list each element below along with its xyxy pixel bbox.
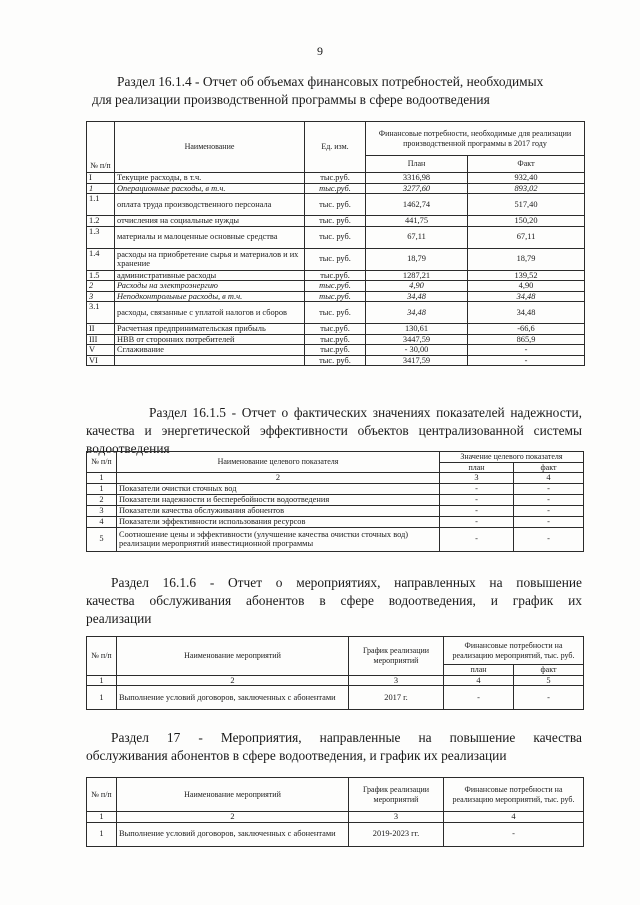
- table-row: [87, 270, 585, 281]
- index-cell: 1: [87, 812, 117, 823]
- heading-line: для реализации производственной программы в сфере водоотведения: [92, 92, 490, 107]
- col-header-plan: план: [444, 665, 514, 676]
- row-num: 2: [87, 494, 117, 505]
- row-name: Операционные расходы, в т.ч.: [115, 183, 305, 194]
- row-plan: 3316,98: [366, 173, 468, 184]
- row-plan: 34,48: [366, 291, 468, 302]
- row-needs: -: [444, 822, 584, 846]
- row-num: 1: [87, 686, 117, 710]
- index-cell: 2: [117, 812, 349, 823]
- col-header-unit: Ед. изм.: [305, 122, 366, 173]
- table-row: [87, 483, 584, 494]
- row-name: отчисления на социальные нужды: [115, 216, 305, 227]
- row-name: оплата труда производственного персонала: [115, 194, 305, 216]
- row-name: расходы, связанные с уплатой налогов и сборов: [115, 302, 305, 324]
- index-cell: 2: [117, 675, 349, 686]
- heading-line: обслуживания абонентов в сфере водоотведения, и график их реализации: [86, 748, 507, 763]
- row-name: Показатели эффективности использования ресурсов: [117, 516, 440, 527]
- row-num: V: [87, 345, 115, 356]
- table-row: [87, 248, 585, 270]
- row-fact: 18,79: [468, 248, 585, 270]
- row-plan: 1287,21: [366, 270, 468, 281]
- row-unit: тыс. руб.: [305, 216, 366, 227]
- indicators-table: [86, 451, 584, 552]
- row-num: 1.5: [87, 270, 115, 281]
- table-row: [87, 173, 585, 184]
- row-plan: -: [440, 494, 514, 505]
- col-header-name: Наименование: [115, 122, 305, 173]
- row-name: Сглаживание: [115, 345, 305, 356]
- row-plan: 441,75: [366, 216, 468, 227]
- row-fact: -: [514, 527, 584, 551]
- row-name: Показатели надежности и бесперебойности водоотведения: [117, 494, 440, 505]
- table-row: [87, 291, 585, 302]
- financial-needs-table: [86, 121, 585, 366]
- row-name: Расходы на электроэнергию: [115, 281, 305, 292]
- row-plan: 3277,60: [366, 183, 468, 194]
- table-row: [87, 324, 585, 335]
- table-row: [87, 345, 585, 356]
- row-fact: 139,52: [468, 270, 585, 281]
- row-num: VI: [87, 355, 115, 366]
- row-plan: 34,48: [366, 302, 468, 324]
- col-header-needs: Финансовые потребности, необходимые для реализации производственной программы в 2017 году: [366, 122, 585, 156]
- row-num: 4: [87, 516, 117, 527]
- row-unit: тыс.руб.: [305, 291, 366, 302]
- row-plan: 3447,59: [366, 334, 468, 345]
- row-num: 1: [87, 183, 115, 194]
- row-num: 1: [87, 483, 117, 494]
- row-fact: -: [514, 505, 584, 516]
- row-fact: 893,02: [468, 183, 585, 194]
- index-cell: 5: [514, 675, 584, 686]
- row-num: 2: [87, 281, 115, 292]
- row-name: Расчетная предпринимательская прибыль: [115, 324, 305, 335]
- row-num: 1.1: [87, 194, 115, 216]
- row-name: Показатели очистки сточных вод: [117, 483, 440, 494]
- table-row: [87, 216, 585, 227]
- row-plan: - 30,00: [366, 345, 468, 356]
- row-plan: 18,79: [366, 248, 468, 270]
- heading-line: качества и энергетической эффективности объектов централизованной системы: [86, 423, 582, 438]
- row-unit: тыс. руб.: [305, 355, 366, 366]
- row-name: НВВ от сторонних потребителей: [115, 334, 305, 345]
- row-plan: -: [440, 505, 514, 516]
- col-header-fact: Факт: [468, 156, 585, 173]
- table-row: [87, 334, 585, 345]
- heading-line: Раздел 17 - Мероприятия, направленные на повышение качества: [111, 730, 582, 745]
- row-plan: 67,11: [366, 226, 468, 248]
- row-plan: 4,90: [366, 281, 468, 292]
- row-unit: тыс.руб.: [305, 270, 366, 281]
- row-plan: -: [440, 483, 514, 494]
- col-header-num: № п/п: [87, 452, 117, 473]
- row-unit: тыс. руб.: [305, 226, 366, 248]
- section-16-1-6-heading: [86, 574, 582, 628]
- table-row: [87, 686, 584, 710]
- activities-plan-table: [86, 777, 584, 847]
- row-fact: -: [514, 686, 584, 710]
- index-cell: 3: [440, 473, 514, 484]
- index-cell: 4: [444, 812, 584, 823]
- row-name: Показатели качества обслуживания абонентов: [117, 505, 440, 516]
- col-header-fact: факт: [514, 665, 584, 676]
- table-row: [87, 505, 584, 516]
- row-unit: тыс.руб.: [305, 183, 366, 194]
- row-plan: -: [440, 527, 514, 551]
- row-fact: 865,9: [468, 334, 585, 345]
- row-schedule: 2017 г.: [349, 686, 444, 710]
- heading-line: качества обслуживания абонентов в сфере водоотведения, и график их: [86, 593, 582, 608]
- activities-report-table: [86, 636, 584, 710]
- row-fact: -: [514, 483, 584, 494]
- col-header-value: Значение целевого показателя: [440, 452, 584, 463]
- col-header-num: № п/п: [87, 778, 117, 812]
- row-plan: -: [440, 516, 514, 527]
- row-num: 3: [87, 291, 115, 302]
- row-unit: тыс.руб.: [305, 281, 366, 292]
- heading-line: Раздел 16.1.5 - Отчет о фактических значениях показателей надежности,: [149, 405, 582, 420]
- table-row: [87, 194, 585, 216]
- row-name: Неподконтрольные расходы, в т.ч.: [115, 291, 305, 302]
- col-header-schedule: График реализации мероприятий: [349, 637, 444, 676]
- row-unit: тыс. руб.: [305, 248, 366, 270]
- row-unit: тыс. руб.: [305, 194, 366, 216]
- row-plan: -: [444, 686, 514, 710]
- row-name: материалы и малоценные основные средства: [115, 226, 305, 248]
- row-name: [115, 355, 305, 366]
- row-fact: -: [468, 345, 585, 356]
- col-header-needs: Финансовые потребности на реализацию мероприятий, тыс. руб.: [444, 778, 584, 812]
- col-header-num: № п/п: [87, 637, 117, 676]
- row-name: Выполнение условий договоров, заключенных с абонентами: [117, 822, 349, 846]
- index-cell: 4: [514, 473, 584, 484]
- row-name: Соотношение цены и эффективности (улучшение качества очистки сточных вод) реализации мероприятий инвестиционной программы: [117, 527, 440, 551]
- row-num: 1.2: [87, 216, 115, 227]
- row-num: 1: [87, 822, 117, 846]
- row-unit: тыс.руб.: [305, 173, 366, 184]
- row-unit: тыс.руб.: [305, 345, 366, 356]
- section-16-1-5-heading: [86, 404, 582, 458]
- table-row: [87, 527, 584, 551]
- row-num: II: [87, 324, 115, 335]
- col-header-name: Наименование мероприятий: [117, 778, 349, 812]
- index-cell: 1: [87, 473, 117, 484]
- col-header-num: № п/п: [87, 122, 115, 173]
- section-16-1-4-heading: [92, 73, 592, 109]
- index-row: [87, 473, 584, 484]
- col-header-name: Наименование мероприятий: [117, 637, 349, 676]
- row-fact: 4,90: [468, 281, 585, 292]
- row-name: административные расходы: [115, 270, 305, 281]
- row-fact: 67,11: [468, 226, 585, 248]
- row-num: 5: [87, 527, 117, 551]
- row-num: 1.4: [87, 248, 115, 270]
- row-unit: тыс.руб.: [305, 334, 366, 345]
- table-row: [87, 226, 585, 248]
- row-num: 3: [87, 505, 117, 516]
- heading-line: Раздел 16.1.4 - Отчет об объемах финансовых потребностей, необходимых: [117, 74, 544, 89]
- row-fact: 150,20: [468, 216, 585, 227]
- heading-line: Раздел 16.1.6 - Отчет о мероприятиях, направленных на повышение: [111, 575, 582, 590]
- col-header-fact: факт: [514, 462, 584, 473]
- col-header-plan: План: [366, 156, 468, 173]
- heading-line: водоотведения: [86, 441, 170, 456]
- row-unit: тыс. руб.: [305, 302, 366, 324]
- table-row: [87, 516, 584, 527]
- row-name: расходы на приобретение сырья и материалов и их хранение: [115, 248, 305, 270]
- heading-line: реализации: [86, 611, 152, 626]
- row-plan: 130,61: [366, 324, 468, 335]
- row-fact: 932,40: [468, 173, 585, 184]
- row-name: Текущие расходы, в т.ч.: [115, 173, 305, 184]
- row-fact: 34,48: [468, 302, 585, 324]
- row-num: III: [87, 334, 115, 345]
- row-fact: -66,6: [468, 324, 585, 335]
- row-num: 1.3: [87, 226, 115, 248]
- page-number: 9: [317, 44, 323, 58]
- row-fact: -: [514, 494, 584, 505]
- row-num: I: [87, 173, 115, 184]
- index-row: [87, 812, 584, 823]
- row-fact: 517,40: [468, 194, 585, 216]
- row-num: 3.1: [87, 302, 115, 324]
- row-plan: 3417,59: [366, 355, 468, 366]
- table-row: [87, 302, 585, 324]
- table-row: [87, 355, 585, 366]
- index-cell: 3: [349, 675, 444, 686]
- col-header-needs: Финансовые потребности на реализацию мероприятий, тыс. руб.: [444, 637, 584, 665]
- index-cell: 4: [444, 675, 514, 686]
- row-fact: 34,48: [468, 291, 585, 302]
- row-plan: 1462,74: [366, 194, 468, 216]
- table-row: [87, 822, 584, 846]
- index-cell: 2: [117, 473, 440, 484]
- table-row: [87, 183, 585, 194]
- col-header-schedule: График реализации мероприятий: [349, 778, 444, 812]
- section-17-heading: [86, 729, 582, 765]
- row-fact: -: [468, 355, 585, 366]
- table-row: [87, 281, 585, 292]
- row-unit: тыс.руб.: [305, 324, 366, 335]
- index-cell: 3: [349, 812, 444, 823]
- row-fact: -: [514, 516, 584, 527]
- col-header-name: Наименование целевого показателя: [117, 452, 440, 473]
- index-cell: 1: [87, 675, 117, 686]
- table-row: [87, 494, 584, 505]
- row-schedule: 2019-2023 гг.: [349, 822, 444, 846]
- col-header-plan: план: [440, 462, 514, 473]
- row-name: Выполнение условий договоров, заключенных с абонентами: [117, 686, 349, 710]
- index-row: [87, 675, 584, 686]
